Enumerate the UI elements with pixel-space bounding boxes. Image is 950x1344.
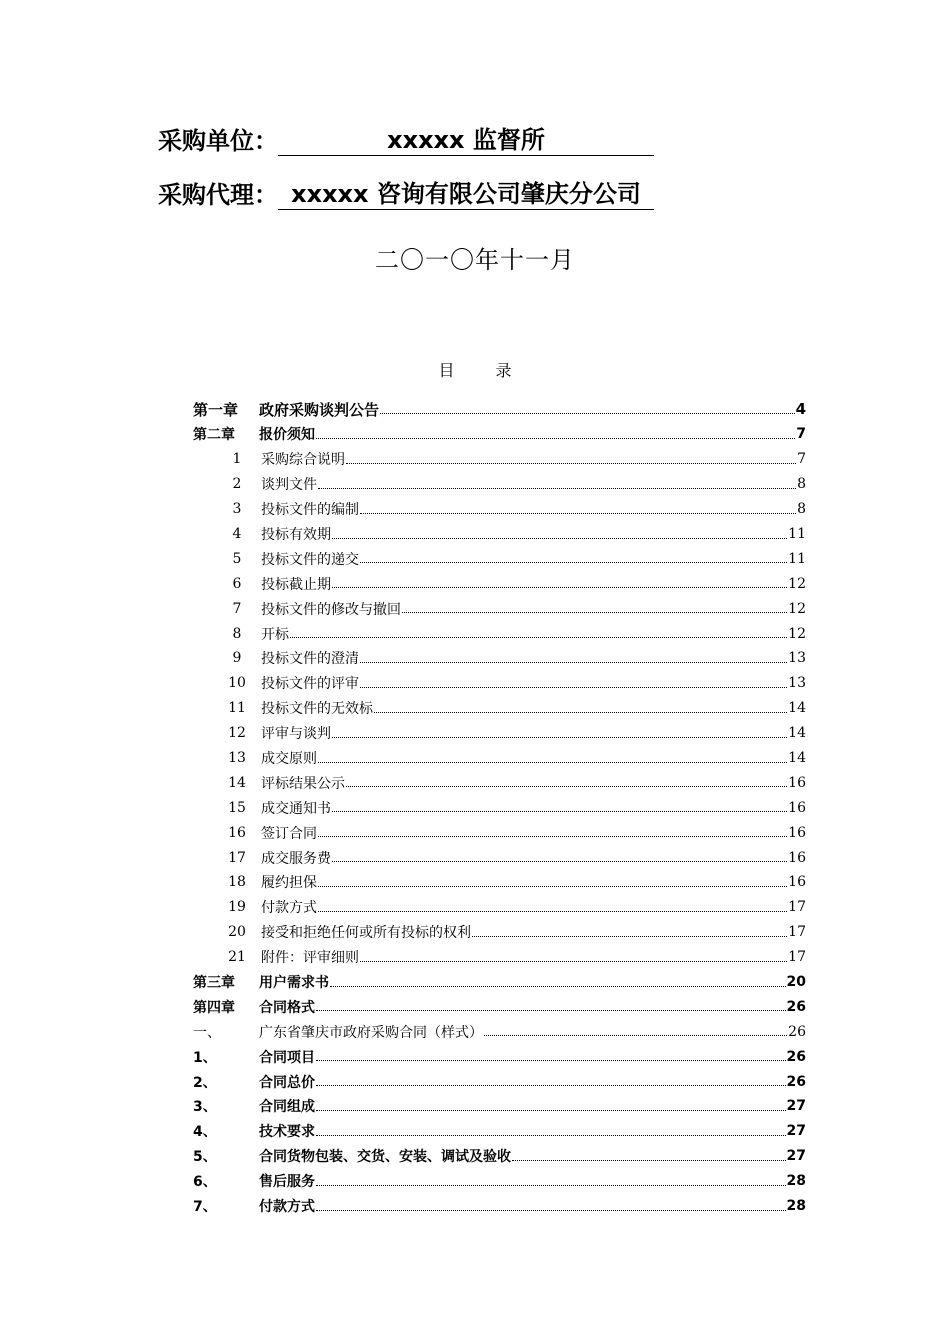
leader-dots (330, 986, 786, 987)
leader-dots (316, 1060, 786, 1061)
toc-entry-title: 用户需求书 (259, 975, 329, 992)
toc-page-number: 27 (786, 1148, 806, 1165)
toc-entry[interactable]: 第四章 合同格式 26 (193, 998, 806, 1016)
leader-dots (360, 687, 787, 688)
toc-page-number: 20 (786, 974, 806, 991)
leader-dots (346, 463, 796, 464)
toc-entry-title: 接受和拒绝任何或所有投标的权利 (261, 925, 471, 942)
toc-entry[interactable]: 3 投标文件的编制 8 (232, 501, 806, 519)
toc-page-number: 12 (788, 575, 806, 592)
toc-entry-title: 合同总价 (259, 1074, 315, 1091)
toc-page-number: 4 (795, 400, 806, 418)
toc-entry[interactable]: 5 投标文件的递交 11 (232, 550, 806, 568)
toc-entry[interactable]: 2、 合同总价 26 (193, 1073, 806, 1091)
toc-entry-title: 广东省肇庆市政府采购合同（样式） (259, 1024, 483, 1041)
toc-page-number: 14 (788, 750, 806, 767)
toc-entry[interactable]: 8 开标 12 (232, 625, 806, 643)
leader-dots (316, 1085, 786, 1086)
document-date: 二〇一〇年十一月 (375, 246, 575, 274)
toc-entry[interactable]: 一、 广东省肇庆市政府采购合同（样式） 26 (193, 1023, 806, 1041)
toc-page-number: 12 (788, 600, 806, 617)
leader-dots (332, 737, 787, 738)
toc-entry-title: 投标截止期 (261, 576, 331, 593)
toc-entry[interactable]: 1、 合同项目 26 (193, 1048, 806, 1066)
toc-entry[interactable]: 1 采购综合说明 7 (232, 451, 806, 469)
leader-dots (316, 1135, 786, 1136)
toc-page-number: 16 (788, 824, 806, 841)
toc-page-number: 28 (786, 1173, 806, 1190)
toc-entry[interactable]: 20 接受和拒绝任何或所有投标的权利 17 (228, 924, 806, 942)
leader-dots (472, 936, 787, 937)
toc-entry[interactable]: 4 投标有效期 11 (232, 526, 806, 543)
toc-entry[interactable]: 11 投标文件的无效标 14 (228, 700, 806, 718)
leader-dots (346, 786, 787, 787)
leader-dots (316, 438, 795, 439)
toc-entry[interactable]: 第一章 政府采购谈判公告 4 (193, 400, 806, 419)
toc-entry[interactable]: 10 投标文件的评审 13 (228, 675, 806, 693)
toc-entry-title: 付款方式 (259, 1199, 315, 1216)
toc-entry-title: 报价须知 (259, 427, 315, 444)
toc-entry-title: 合同格式 (259, 999, 315, 1016)
toc-page-number: 17 (788, 924, 806, 941)
leader-dots (318, 488, 796, 489)
toc-page-number: 26 (788, 1023, 806, 1040)
leader-dots (360, 562, 787, 563)
purchasing-agent-label: 采购代理： (158, 181, 278, 209)
toc-entry[interactable]: 4、 技术要求 27 (193, 1123, 806, 1141)
toc-page-number: 17 (788, 899, 806, 916)
toc-entry[interactable]: 6、 售后服务 28 (193, 1173, 806, 1191)
toc-entry[interactable]: 5、 合同货物包装、交货、安装、调试及验收 27 (193, 1148, 806, 1166)
leader-dots (318, 836, 787, 837)
leader-dots (316, 1185, 786, 1186)
toc-entry[interactable]: 3、 合同组成 27 (193, 1098, 806, 1116)
leader-dots (360, 961, 787, 962)
toc-page-number: 16 (788, 799, 806, 816)
leader-dots (360, 513, 796, 514)
toc-page-number: 14 (788, 700, 806, 717)
toc-page-number: 13 (788, 675, 806, 692)
toc-entry-title: 付款方式 (261, 900, 317, 917)
toc-page-number: 8 (797, 476, 806, 493)
toc-entry-title: 投标文件的编制 (261, 502, 359, 519)
toc-page-number: 26 (786, 1048, 806, 1065)
toc-entry[interactable]: 第二章 报价须知 7 (193, 426, 806, 444)
toc-entry[interactable]: 14 评标结果公示 16 (228, 774, 806, 792)
toc-entry-title: 合同组成 (259, 1099, 315, 1116)
leader-dots (332, 861, 787, 862)
leader-dots (318, 762, 787, 763)
toc-entry-title: 投标文件的修改与撤回 (261, 601, 401, 618)
leader-dots (316, 1110, 786, 1111)
purchasing-unit-value: xxxxx 监督所 (278, 125, 654, 156)
toc-entry[interactable]: 9 投标文件的澄清 13 (232, 650, 806, 668)
toc-entry-title: 成交通知书 (261, 800, 331, 817)
toc-entry[interactable]: 16 签订合同 16 (228, 824, 806, 842)
toc-entry-title: 投标文件的澄清 (261, 651, 359, 668)
toc-entry-title: 投标文件的无效标 (261, 701, 373, 718)
leader-dots (332, 587, 787, 588)
leader-dots (360, 662, 787, 663)
toc-entry[interactable]: 21 附件：评审细则 17 (228, 949, 806, 967)
toc-entry[interactable]: 13 成交原则 14 (228, 750, 806, 768)
toc-entry[interactable]: 18 履约担保 16 (228, 874, 806, 892)
toc-entry[interactable]: 2 谈判文件 8 (232, 476, 806, 494)
toc-entry-title: 开标 (261, 626, 289, 643)
toc-entry-title: 评标结果公示 (261, 775, 345, 792)
leader-dots (380, 413, 795, 414)
leader-dots (332, 538, 787, 539)
toc-entry[interactable]: 7、 付款方式 28 (193, 1198, 806, 1216)
leader-dots (316, 1010, 786, 1011)
leader-dots (484, 1035, 787, 1036)
toc-page-number: 11 (788, 526, 806, 542)
toc-page-number: 26 (786, 1073, 806, 1090)
toc-entry[interactable]: 17 成交服务费 16 (228, 849, 806, 867)
toc-entry-title: 合同货物包装、交货、安装、调试及验收 (259, 1149, 511, 1166)
toc-entry-title: 售后服务 (259, 1174, 315, 1191)
toc-entry-title: 评审与谈判 (261, 726, 331, 743)
toc-entry-title: 谈判文件 (261, 477, 317, 494)
toc-entry[interactable]: 19 付款方式 17 (228, 899, 806, 917)
toc-entry-title: 政府采购谈判公告 (259, 400, 380, 419)
purchasing-agent-line (158, 176, 654, 210)
toc-page-number: 27 (786, 1098, 806, 1115)
toc-page-number: 13 (788, 650, 806, 667)
toc-page-number: 27 (786, 1123, 806, 1140)
toc-entry[interactable]: 6 投标截止期 12 (232, 575, 806, 593)
toc-entry-title: 采购综合说明 (261, 452, 345, 469)
toc-page-number: 8 (797, 501, 806, 518)
toc-page-number: 26 (786, 998, 806, 1015)
leader-dots (316, 1210, 786, 1211)
toc-entry-title: 签订合同 (261, 825, 317, 842)
leader-dots (374, 712, 787, 713)
toc-entry[interactable]: 7 投标文件的修改与撤回 12 (232, 600, 806, 618)
leader-dots (512, 1160, 786, 1161)
toc-entry-title: 附件：评审细则 (261, 950, 359, 967)
leader-dots (402, 612, 787, 613)
table-of-contents (193, 396, 806, 1219)
purchasing-agent-value: xxxxx 咨询有限公司肇庆分公司 (278, 179, 654, 210)
toc-page-number: 17 (788, 949, 806, 966)
purchasing-unit-label: 采购单位： (158, 127, 278, 155)
toc-entry-title: 履约担保 (261, 875, 317, 892)
toc-page-number: 12 (788, 625, 806, 642)
toc-entry-title: 合同项目 (259, 1049, 315, 1066)
toc-entry-title: 投标文件的递交 (261, 551, 359, 568)
leader-dots (318, 911, 787, 912)
leader-dots (290, 637, 787, 638)
toc-entry-title: 成交原则 (261, 751, 317, 768)
toc-page-number: 7 (796, 426, 806, 443)
toc-entry[interactable]: 15 成交通知书 16 (228, 799, 806, 817)
toc-entry-title: 投标文件的评审 (261, 676, 359, 693)
leader-dots (318, 886, 787, 887)
toc-entry-title: 投标有效期 (261, 527, 331, 543)
toc-entry[interactable]: 第三章 用户需求书 20 (193, 974, 806, 992)
toc-page-number: 16 (788, 849, 806, 866)
leader-dots (332, 811, 787, 812)
toc-page-number: 16 (788, 774, 806, 791)
toc-page-number: 28 (786, 1198, 806, 1215)
toc-entry-title: 成交服务费 (261, 850, 331, 867)
toc-page-number: 16 (788, 874, 806, 891)
toc-entry-title: 技术要求 (259, 1124, 315, 1141)
toc-page-number: 14 (788, 725, 806, 742)
toc-page-number: 11 (788, 550, 806, 567)
toc-title: 目 录 (438, 361, 530, 380)
toc-page-number: 7 (797, 451, 806, 468)
toc-entry[interactable]: 12 评审与谈判 14 (228, 725, 806, 743)
purchasing-unit-line (158, 122, 654, 156)
